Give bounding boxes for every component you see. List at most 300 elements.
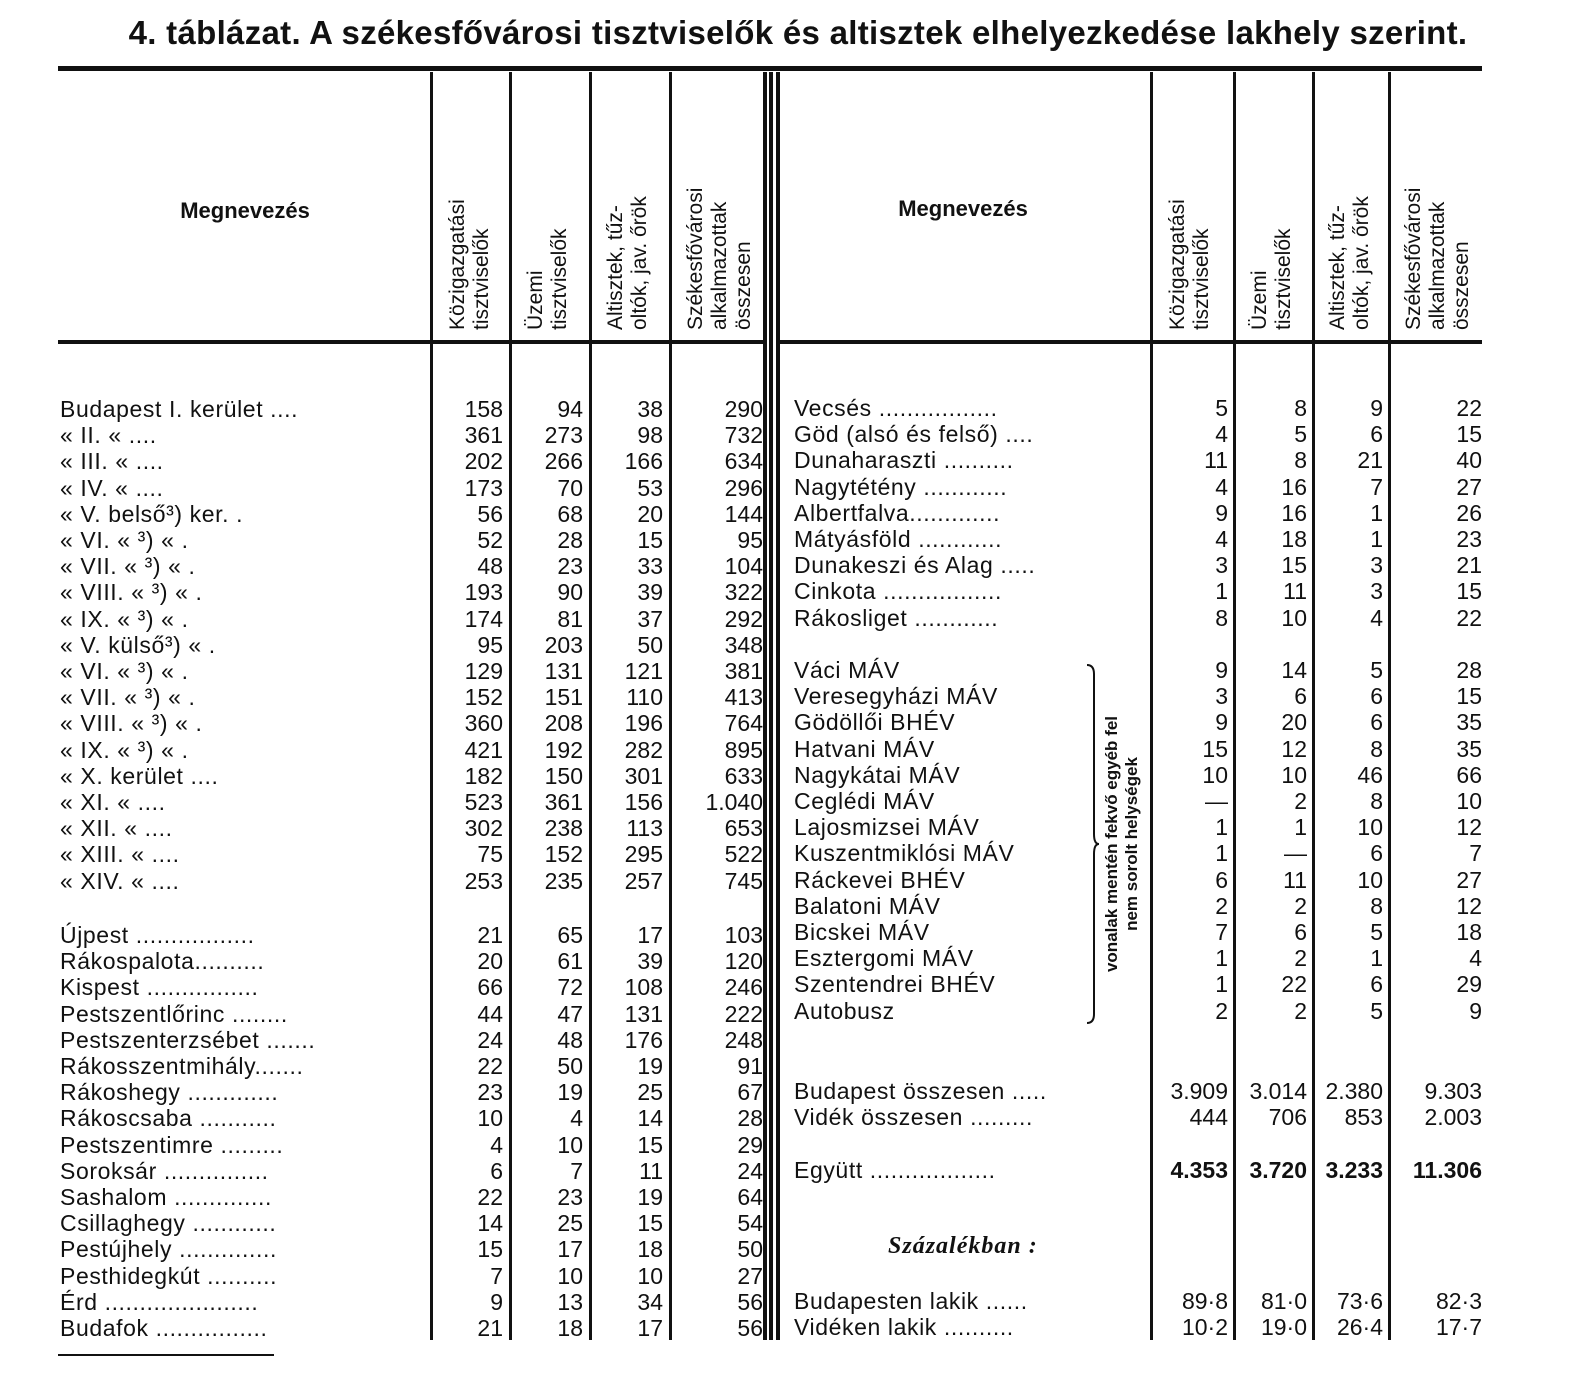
table-cell: 11 xyxy=(1204,447,1228,474)
row-label: Újpest ................. xyxy=(60,922,255,948)
table-cell: 360 xyxy=(464,710,503,737)
table-cell: 7 xyxy=(1370,473,1383,500)
table-cell: 121 xyxy=(624,658,663,684)
row-label: Csillaghegy ............ xyxy=(60,1210,277,1237)
row-label: Együtt .................. xyxy=(794,1157,996,1183)
row-label: Pestszentimre ......... xyxy=(60,1131,284,1158)
table-cell: 47 xyxy=(557,1000,583,1027)
table-cell: 89·8 xyxy=(1181,1288,1228,1314)
table-cell: 15 xyxy=(637,1131,663,1158)
table-cell: 4 xyxy=(1215,421,1228,448)
column-rule xyxy=(1388,72,1391,1340)
table-cell: 29 xyxy=(1456,971,1482,998)
table-cell: 19·0 xyxy=(1260,1314,1307,1340)
table-cell: 10 xyxy=(477,1105,503,1132)
table-cell: 292 xyxy=(724,605,763,632)
table-cell: 20 xyxy=(477,948,503,975)
table-cell: 15 xyxy=(1202,735,1228,762)
column-header-right-2: Üzemi tisztviselők xyxy=(1248,228,1295,330)
table-cell: 3 xyxy=(1370,552,1383,579)
table-cell: 2 xyxy=(1215,997,1228,1024)
table-cell: 253 xyxy=(464,867,503,894)
grouping-brace xyxy=(1086,664,1100,1024)
table-cell: 732 xyxy=(724,422,763,449)
table-cell: 28 xyxy=(737,1105,763,1132)
table-cell: 7 xyxy=(570,1157,583,1184)
table-cell: 5 xyxy=(1215,395,1228,421)
table-cell: 131 xyxy=(624,1000,663,1027)
row-label: Cinkota ................. xyxy=(794,578,1003,605)
row-label: Érd ...................... xyxy=(60,1288,259,1315)
table-cell: 7 xyxy=(1215,919,1228,945)
row-label: Kuszentmiklósi MÁV xyxy=(794,840,1015,867)
table-cell: 108 xyxy=(624,974,663,1001)
row-label: Veresegyházi MÁV xyxy=(794,683,998,710)
table-cell: 81 xyxy=(557,605,583,632)
table-cell: 248 xyxy=(724,1026,763,1053)
table-cell: 348 xyxy=(724,631,763,658)
row-label: « IX. « ³) « . xyxy=(60,736,189,763)
table-cell: 35 xyxy=(1456,735,1482,762)
row-label: Rákosliget ............ xyxy=(794,604,999,631)
table-cell: 192 xyxy=(544,736,583,763)
row-label: « VI. « ³) « . xyxy=(60,527,189,553)
row-label: « XIII. « .... xyxy=(60,841,180,868)
row-label: Vidéken lakik .......... xyxy=(794,1314,1014,1340)
table-cell: 46 xyxy=(1357,761,1383,788)
table-cell: 98 xyxy=(637,422,663,449)
table-cell: 50 xyxy=(557,1053,583,1079)
table-cell: 4.353 xyxy=(1170,1157,1228,1183)
table-cell: 444 xyxy=(1189,1104,1228,1130)
row-label: « VI. « ³) « . xyxy=(60,658,189,684)
table-cell: 17 xyxy=(637,1315,663,1341)
table-cell: 2 xyxy=(1215,892,1228,919)
table-cell: 5 xyxy=(1294,421,1307,448)
table-cell: 44 xyxy=(477,1000,503,1027)
table-cell: 20 xyxy=(1281,709,1307,736)
header-name-right: Megnevezés xyxy=(898,196,1028,221)
table-cell: 8 xyxy=(1370,788,1383,814)
row-label: « IV. « .... xyxy=(60,474,164,501)
table-cell: 3 xyxy=(1215,683,1228,710)
table-cell: 1 xyxy=(1215,840,1228,867)
table-cell: 26 xyxy=(1456,499,1482,526)
table-cell: 202 xyxy=(464,448,503,475)
table-cell: 152 xyxy=(464,684,503,711)
top-rule xyxy=(58,66,1482,71)
table-cell: 3.233 xyxy=(1325,1157,1383,1183)
table-cell: 18 xyxy=(1281,526,1307,552)
table-cell: 302 xyxy=(464,815,503,842)
table-cell: 6 xyxy=(1370,709,1383,736)
row-label: Rákospalota.......... xyxy=(60,948,265,975)
table-cell: 29 xyxy=(737,1131,763,1158)
table-cell: 73·6 xyxy=(1336,1288,1383,1314)
column-header-left-1: Közigazgatási tisztviselők xyxy=(446,199,493,330)
table-cell: 56 xyxy=(477,500,503,527)
table-cell: 381 xyxy=(724,658,763,684)
table-title: 4. táblázat. A székesfővárosi tisztviselők és altisztek elhelyezkedése lakhely szerint. xyxy=(128,14,1468,51)
table-cell: 895 xyxy=(724,736,763,763)
row-label: Rákoscsaba ........... xyxy=(60,1105,277,1132)
table-cell: 295 xyxy=(624,841,663,868)
table-cell: 35 xyxy=(1456,709,1482,736)
table-cell: 8 xyxy=(1294,447,1307,474)
table-cell: 413 xyxy=(724,684,763,711)
table-cell: 21 xyxy=(477,922,503,948)
table-cell: 2.380 xyxy=(1325,1078,1383,1104)
table-cell: 4 xyxy=(570,1105,583,1132)
row-label: Bicskei MÁV xyxy=(794,919,930,945)
table-cell: 10 xyxy=(1357,814,1383,841)
table-cell: 23 xyxy=(557,553,583,580)
table-cell: 1 xyxy=(1294,814,1307,841)
table-cell: 176 xyxy=(624,1026,663,1053)
table-cell: 273 xyxy=(544,422,583,449)
table-cell: 28 xyxy=(557,527,583,553)
row-label: « XIV. « .... xyxy=(60,867,180,894)
table-cell: 8 xyxy=(1215,604,1228,631)
table-cell: 5 xyxy=(1370,657,1383,683)
table-cell: 2 xyxy=(1294,892,1307,919)
column-header-left-3: Altisztek, tűz- oltók, jav. őrök xyxy=(604,196,651,330)
table-cell: 95 xyxy=(477,631,503,658)
table-cell: 19 xyxy=(557,1079,583,1106)
table-cell: 48 xyxy=(557,1026,583,1053)
table-cell: 15 xyxy=(1456,421,1482,448)
row-label: Rákosszentmihály....... xyxy=(60,1053,304,1079)
table-cell: 16 xyxy=(1281,473,1307,500)
table-cell: 10 xyxy=(1456,788,1482,814)
table-cell: 6 xyxy=(1370,421,1383,448)
table-cell: 5 xyxy=(1370,919,1383,945)
row-label: Hatvani MÁV xyxy=(794,735,935,762)
row-label: Esztergomi MÁV xyxy=(794,945,974,972)
header-rule-right xyxy=(778,340,1482,344)
table-cell: 56 xyxy=(737,1315,763,1341)
table-cell: 3.014 xyxy=(1249,1078,1307,1104)
row-label: « IX. « ³) « . xyxy=(60,605,189,632)
row-label: Balatoni MÁV xyxy=(794,892,941,919)
table-cell: 14 xyxy=(637,1105,663,1132)
table-cell: 14 xyxy=(477,1210,503,1237)
table-cell: 166 xyxy=(624,448,663,475)
table-cell: 421 xyxy=(464,736,503,763)
table-cell: 16 xyxy=(1281,499,1307,526)
table-cell: 21 xyxy=(477,1315,503,1341)
table-cell: 6 xyxy=(1370,971,1383,998)
table-cell: 8 xyxy=(1370,735,1383,762)
table-cell: 14 xyxy=(1281,657,1307,683)
row-label: « XII. « .... xyxy=(60,815,173,842)
table-cell: 10·2 xyxy=(1181,1314,1228,1340)
table-cell: 20 xyxy=(637,500,663,527)
table-cell: 25 xyxy=(557,1210,583,1237)
table-cell: 27 xyxy=(1456,473,1482,500)
table-cell: 290 xyxy=(724,396,763,422)
table-cell: 3.909 xyxy=(1170,1078,1228,1104)
table-cell: 11 xyxy=(639,1157,663,1184)
row-label: Kispest ................ xyxy=(60,974,259,1001)
table-cell: 9 xyxy=(1370,395,1383,421)
table-cell: 4 xyxy=(1370,604,1383,631)
table-cell: 1 xyxy=(1215,971,1228,998)
table-cell: 104 xyxy=(724,553,763,580)
table-cell: 10 xyxy=(1357,866,1383,893)
table-cell: 19 xyxy=(637,1184,663,1210)
table-cell: 65 xyxy=(557,922,583,948)
table-cell: 27 xyxy=(737,1262,763,1289)
row-label: Budapest összesen ..... xyxy=(794,1078,1047,1104)
table-cell: 24 xyxy=(477,1026,503,1053)
column-rule xyxy=(769,72,773,1340)
table-cell: 2.003 xyxy=(1424,1104,1482,1130)
row-label: « VII. « ³) « . xyxy=(60,684,196,711)
table-cell: 1 xyxy=(1215,814,1228,841)
table-cell: 222 xyxy=(724,1000,763,1027)
row-label: Göd (alsó és felső) .... xyxy=(794,421,1034,448)
table-cell: — xyxy=(1284,840,1307,867)
row-label: Nagykátai MÁV xyxy=(794,761,961,788)
row-label: Budafok ................ xyxy=(60,1315,268,1341)
table-cell: 2 xyxy=(1294,945,1307,972)
row-label: Budapest I. kerület .... xyxy=(60,396,299,422)
table-cell: 10 xyxy=(1281,761,1307,788)
table-cell: 301 xyxy=(624,762,663,789)
table-cell: 853 xyxy=(1344,1104,1383,1130)
table-cell: 653 xyxy=(724,815,763,842)
row-label: « II. « .... xyxy=(60,422,157,449)
table-cell: 745 xyxy=(724,867,763,894)
table-cell: 15 xyxy=(1456,578,1482,605)
table-cell: 633 xyxy=(724,762,763,789)
table-cell: 322 xyxy=(724,579,763,606)
table-cell: 54 xyxy=(737,1210,763,1237)
table-cell: 156 xyxy=(624,789,663,815)
table-cell: 182 xyxy=(464,762,503,789)
row-label: Vidék összesen ......... xyxy=(794,1104,1033,1130)
row-label: Pestszenterzsébet ....... xyxy=(60,1026,316,1053)
table-cell: 296 xyxy=(724,474,763,501)
table-cell: 67 xyxy=(737,1079,763,1106)
table-cell: 21 xyxy=(1456,552,1482,579)
table-cell: 22 xyxy=(477,1184,503,1210)
table-cell: 110 xyxy=(626,684,663,711)
table-cell: 10 xyxy=(557,1131,583,1158)
row-label: Pesthidegkút .......... xyxy=(60,1262,278,1289)
row-label: Pestszentlőrinc ........ xyxy=(60,1000,288,1027)
table-cell: 70 xyxy=(557,474,583,501)
table-cell: 361 xyxy=(544,789,583,815)
column-header-left-2: Üzemi tisztviselők xyxy=(524,228,571,330)
table-cell: 7 xyxy=(1469,840,1482,867)
table-cell: 72 xyxy=(557,974,583,1001)
table-cell: 1 xyxy=(1370,526,1383,552)
table-cell: 40 xyxy=(1456,447,1482,474)
footnote-rule xyxy=(58,1354,274,1356)
table-cell: 1 xyxy=(1370,499,1383,526)
table-cell: 6 xyxy=(1370,840,1383,867)
table-cell: 12 xyxy=(1456,892,1482,919)
table-cell: 151 xyxy=(544,684,583,711)
table-cell: 15 xyxy=(637,527,663,553)
table-cell: 19 xyxy=(637,1053,663,1079)
table-cell: 150 xyxy=(544,762,583,789)
table-cell: 144 xyxy=(724,500,763,527)
table-cell: 94 xyxy=(557,396,583,422)
column-rule xyxy=(776,72,780,1340)
table-cell: 64 xyxy=(737,1184,763,1210)
table-cell: 3 xyxy=(1215,552,1228,579)
table-cell: 5 xyxy=(1370,997,1383,1024)
table-cell: 120 xyxy=(724,948,763,975)
table-cell: — xyxy=(1205,788,1228,814)
table-cell: 22 xyxy=(1281,971,1307,998)
table-cell: 10 xyxy=(557,1262,583,1289)
table-cell: 1 xyxy=(1215,945,1228,972)
table-cell: 1 xyxy=(1215,578,1228,605)
table-cell: 22 xyxy=(1456,604,1482,631)
row-label: Nagytétény ............ xyxy=(794,473,1008,500)
table-cell: 1.040 xyxy=(705,789,763,815)
row-label: Vecsés ................. xyxy=(794,395,998,421)
table-cell: 2 xyxy=(1294,997,1307,1024)
row-label: Váci MÁV xyxy=(794,657,900,683)
table-cell: 10 xyxy=(637,1262,663,1289)
table-cell: 10 xyxy=(1281,604,1307,631)
table-cell: 522 xyxy=(724,841,763,868)
table-cell: 91 xyxy=(737,1053,763,1079)
table-cell: 9 xyxy=(490,1288,503,1315)
table-cell: 4 xyxy=(1215,526,1228,552)
table-cell: 21 xyxy=(1357,447,1383,474)
row-label: « VIII. « ³) « . xyxy=(60,710,203,737)
row-label: Pestújhely .............. xyxy=(60,1236,277,1263)
row-label: Soroksár ............... xyxy=(60,1157,269,1184)
table-cell: 15 xyxy=(477,1236,503,1263)
table-cell: 39 xyxy=(637,948,663,975)
table-cell: 1 xyxy=(1370,945,1383,972)
table-cell: 48 xyxy=(477,553,503,580)
table-cell: 9 xyxy=(1469,997,1482,1024)
table-cell: 33 xyxy=(637,553,663,580)
table-cell: 173 xyxy=(464,474,503,501)
table-cell: 266 xyxy=(544,448,583,475)
row-label: « VII. « ³) « . xyxy=(60,553,196,580)
table-cell: 3 xyxy=(1370,578,1383,605)
table-cell: 238 xyxy=(544,815,583,842)
row-label: « V. külső³) « . xyxy=(60,631,216,658)
table-cell: 8 xyxy=(1294,395,1307,421)
table-cell: 56 xyxy=(737,1288,763,1315)
column-header-right-3: Altisztek, tűz- oltók, jav. őrök xyxy=(1326,196,1373,330)
row-label: Albertfalva............. xyxy=(794,499,1001,526)
table-cell: 17 xyxy=(557,1236,583,1263)
table-cell: 39 xyxy=(637,579,663,606)
table-cell: 103 xyxy=(724,922,763,948)
table-cell: 208 xyxy=(544,710,583,737)
table-cell: 25 xyxy=(637,1079,663,1106)
table-cell: 129 xyxy=(464,658,503,684)
row-label: Dunakeszi és Alag ..... xyxy=(794,552,1036,579)
table-cell: 90 xyxy=(557,579,583,606)
row-label: « VIII. « ³) « . xyxy=(60,579,203,606)
table-cell: 246 xyxy=(724,974,763,1001)
row-label: Mátyásföld ............ xyxy=(794,526,1003,552)
table-cell: 61 xyxy=(557,948,583,975)
table-cell: 7 xyxy=(490,1262,503,1289)
table-cell: 50 xyxy=(737,1236,763,1263)
column-header-right-1: Közigazgatási tisztviselők xyxy=(1166,199,1213,330)
table-cell: 28 xyxy=(1456,657,1482,683)
table-cell: 13 xyxy=(557,1288,583,1315)
row-label: Ceglédi MÁV xyxy=(794,788,935,814)
row-label: « III. « .... xyxy=(60,448,164,475)
table-cell: 22 xyxy=(477,1053,503,1079)
row-label: Szentendrei BHÉV xyxy=(794,971,996,998)
table-cell: 9 xyxy=(1215,657,1228,683)
table-cell: 11 xyxy=(1283,866,1307,893)
table-cell: 6 xyxy=(1370,683,1383,710)
table-cell: 81·0 xyxy=(1260,1288,1307,1314)
column-header-right-4: Székesfővárosi alkalmazottak összesen xyxy=(1402,187,1473,330)
row-label: Gödöllői BHÉV xyxy=(794,709,956,736)
header-rule-left xyxy=(58,340,766,344)
column-header-left-4: Székesfővárosi alkalmazottak összesen xyxy=(684,187,755,330)
table-cell: 764 xyxy=(724,710,763,737)
table-cell: 23 xyxy=(1456,526,1482,552)
table-cell: 11 xyxy=(1283,578,1307,605)
table-cell: 174 xyxy=(464,605,503,632)
table-cell: 34 xyxy=(637,1288,663,1315)
table-cell: 6 xyxy=(1294,919,1307,945)
column-rule xyxy=(669,72,672,1340)
table-cell: 152 xyxy=(544,841,583,868)
table-cell: 15 xyxy=(1456,683,1482,710)
table-cell: 8 xyxy=(1370,892,1383,919)
table-cell: 15 xyxy=(637,1210,663,1237)
brace-label: vonalak mentén fekvő egyéb fel nem sorolt helységek xyxy=(1102,715,1141,973)
table-cell: 23 xyxy=(477,1079,503,1106)
table-cell: 27 xyxy=(1456,866,1482,893)
table-cell: 9.303 xyxy=(1424,1078,1482,1104)
table-cell: 38 xyxy=(637,396,663,422)
row-label: Lajosmizsei MÁV xyxy=(794,814,980,841)
table-cell: 52 xyxy=(477,527,503,553)
table-cell: 15 xyxy=(1281,552,1307,579)
table-cell: 257 xyxy=(624,867,663,894)
row-label: Ráckevei BHÉV xyxy=(794,866,966,893)
header-name-left: Megnevezés xyxy=(180,198,310,223)
table-cell: 50 xyxy=(637,631,663,658)
table-cell: 66 xyxy=(477,974,503,1001)
table-cell: 235 xyxy=(544,867,583,894)
table-cell: 158 xyxy=(464,396,503,422)
row-label: « XI. « .... xyxy=(60,789,166,815)
row-label: Dunaharaszti .......... xyxy=(794,447,1014,474)
table-cell: 361 xyxy=(464,422,503,449)
table-cell: 75 xyxy=(477,841,503,868)
table-cell: 10 xyxy=(1202,761,1228,788)
table-cell: 113 xyxy=(626,815,663,842)
table-cell: 4 xyxy=(490,1131,503,1158)
row-label: Autobusz xyxy=(794,997,895,1024)
table-cell: 203 xyxy=(544,631,583,658)
row-label: Rákoshegy ............. xyxy=(60,1079,279,1106)
table-cell: 66 xyxy=(1456,761,1482,788)
table-cell: 68 xyxy=(557,500,583,527)
